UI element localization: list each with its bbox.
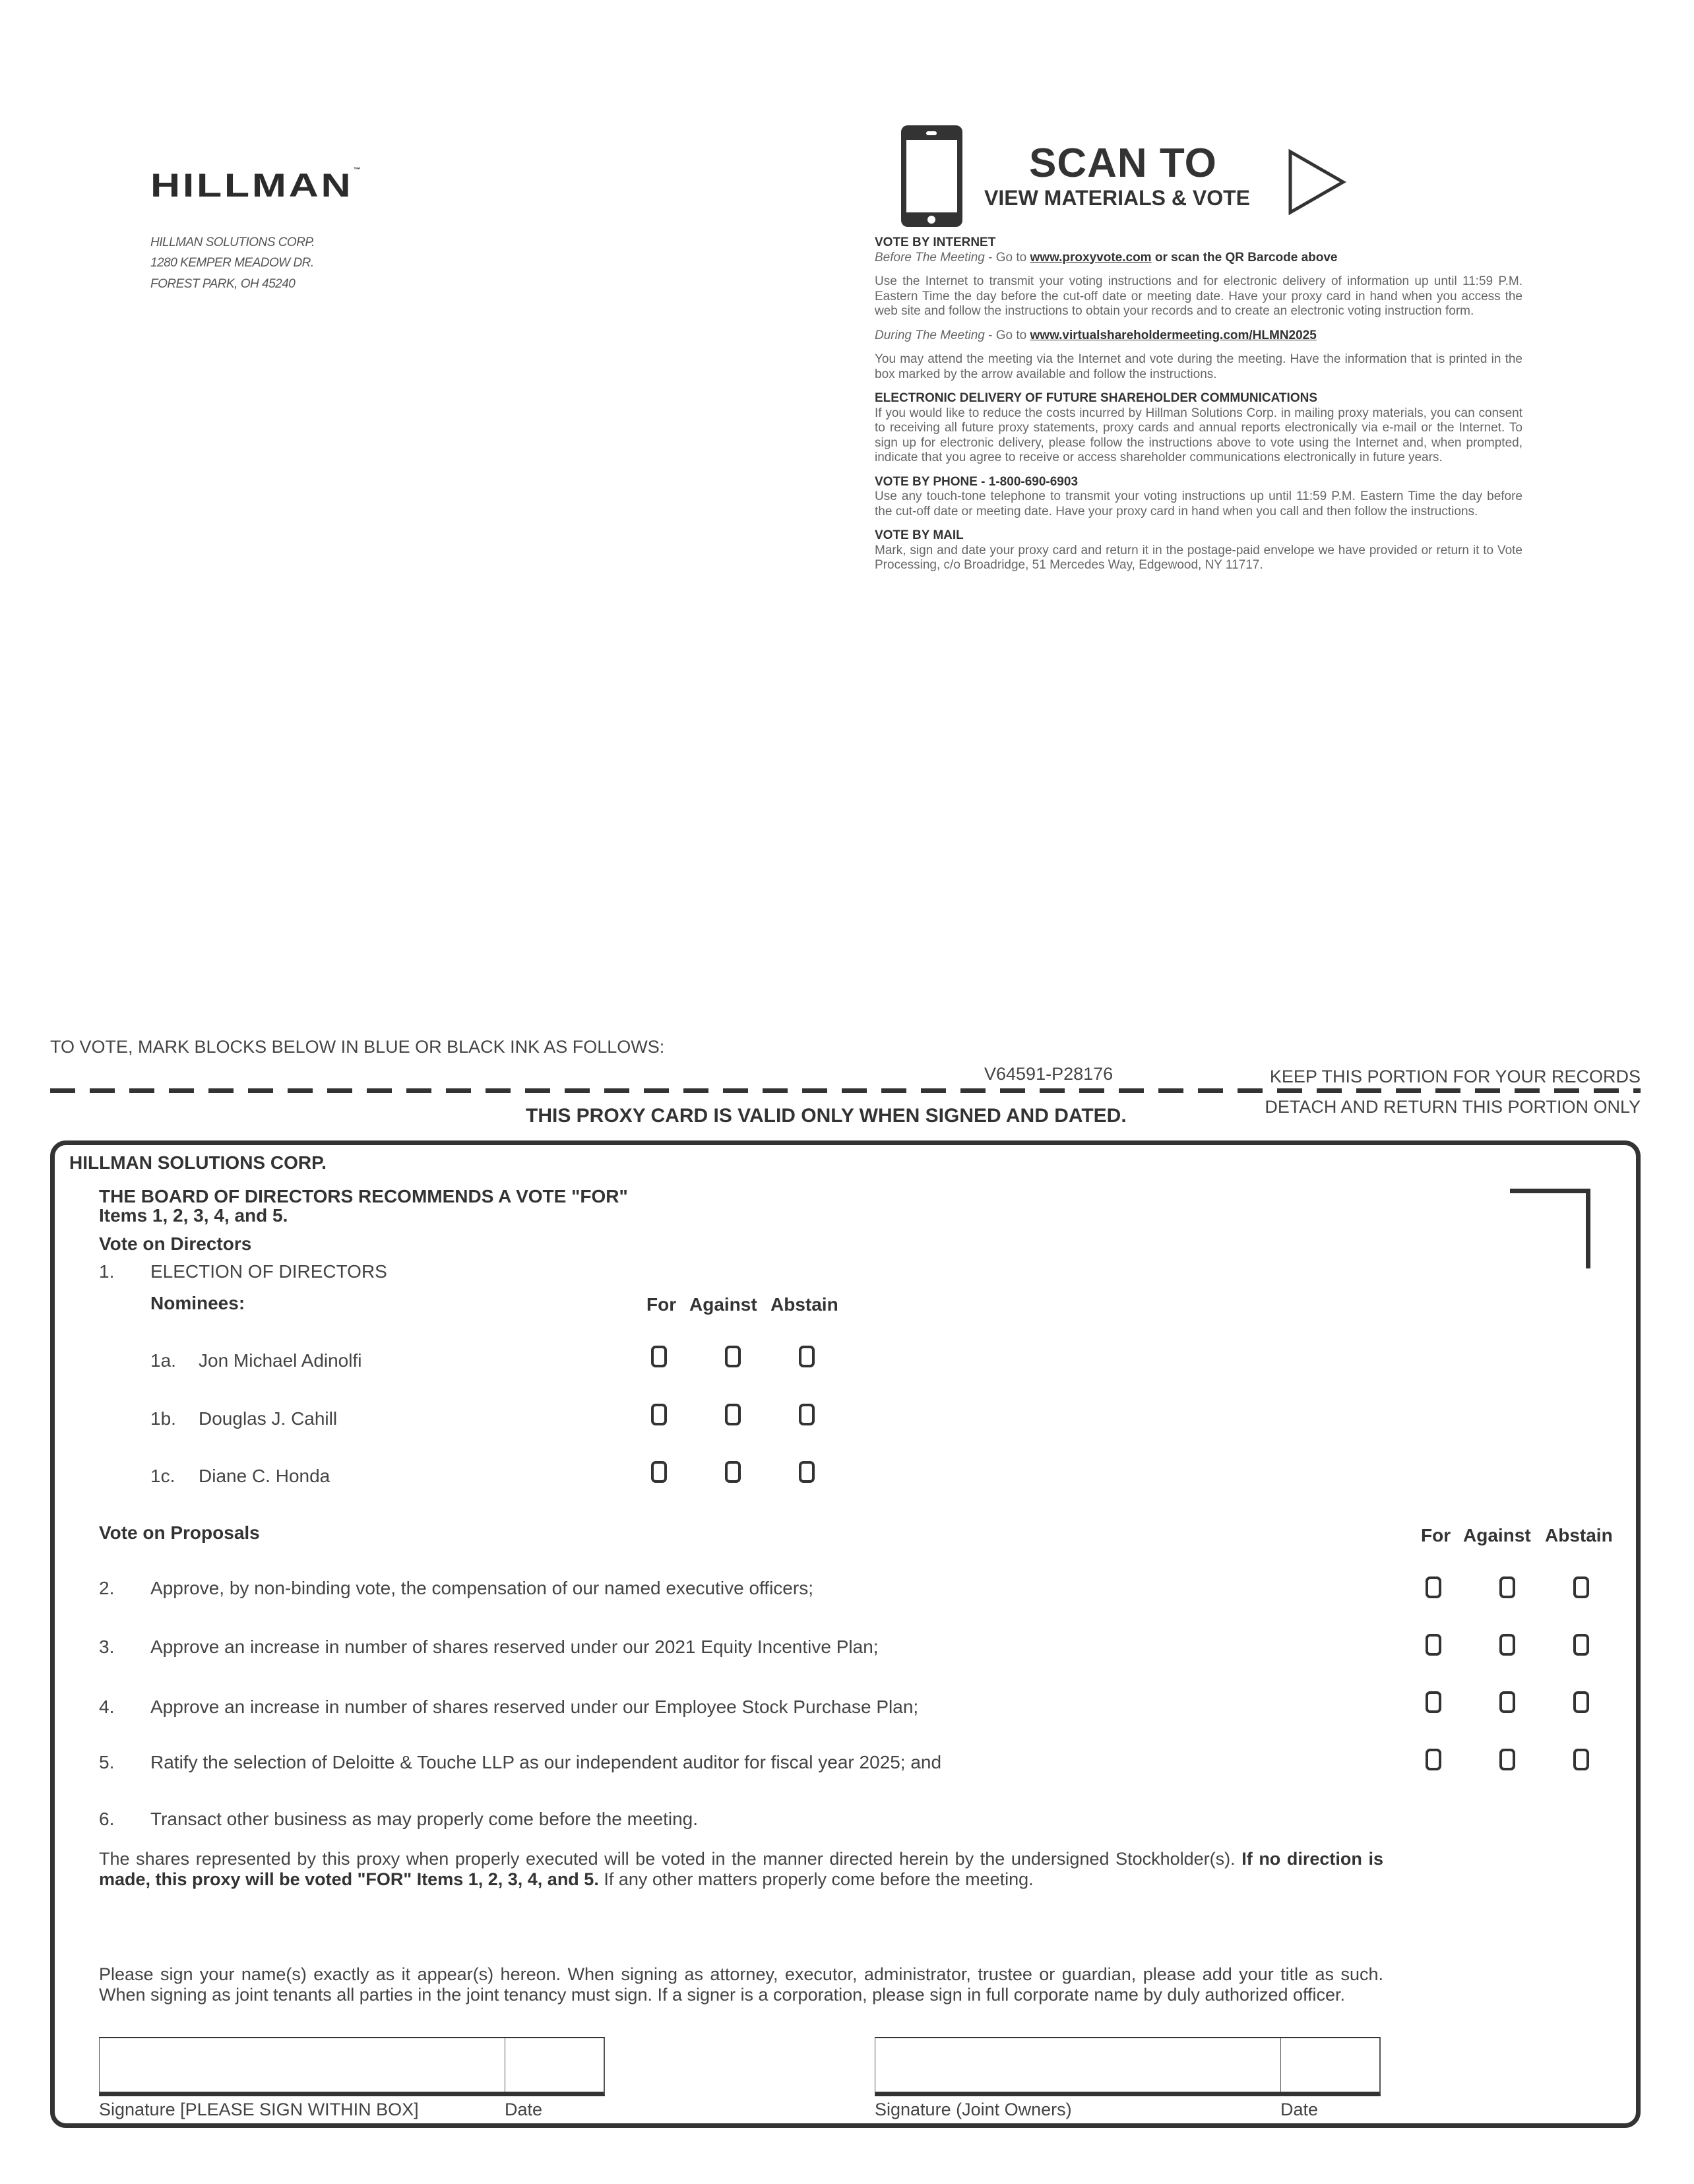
checkbox-against[interactable] <box>1499 1634 1515 1656</box>
joint-signature-label: Signature (Joint Owners) <box>875 2100 1072 2119</box>
checkbox-for[interactable] <box>651 1346 667 1367</box>
proposal-text: Approve an increase in number of shares reserved under our 2021 Equity Incentive Plan; <box>150 1637 879 1657</box>
arrow-right-icon <box>1288 149 1347 215</box>
checkbox-for[interactable] <box>651 1461 667 1483</box>
checkbox-abstain[interactable] <box>1573 1576 1589 1598</box>
proposal-text: Approve an increase in number of shares reserved under our Employee Stock Purchase Plan; <box>150 1697 919 1717</box>
shares-text-end: If any other matters properly come before the meeting. <box>598 1869 1034 1889</box>
address-line: FOREST PARK, OH 45240 <box>150 277 296 291</box>
signature-label: Signature [PLEASE SIGN WITHIN BOX] <box>99 2100 419 2119</box>
perforation-line <box>50 1088 1641 1093</box>
joint-signature-box[interactable] <box>875 2037 1381 2096</box>
proposal-number: 4. <box>99 1697 115 1717</box>
company-name: HILLMAN SOLUTIONS CORP. <box>69 1152 327 1173</box>
internet-heading: VOTE BY INTERNET <box>875 235 996 249</box>
trademark: ™ <box>353 166 361 173</box>
keep-portion-label: KEEP THIS PORTION FOR YOUR RECORDS <box>1269 1067 1641 1086</box>
proposal-number: 3. <box>99 1637 115 1657</box>
address-line: HILLMAN SOLUTIONS CORP. <box>150 235 315 249</box>
checkbox-for[interactable] <box>1426 1691 1441 1713</box>
goto-text: - Go to <box>984 328 1030 342</box>
voting-instructions <box>875 235 1522 582</box>
checkbox-abstain[interactable] <box>799 1461 815 1483</box>
date-label: Date <box>1280 2100 1319 2119</box>
shares-text: The shares represented by this proxy when properly executed will be voted in the manner directed herein by the undersigned Stockholder(s). <box>99 1849 1242 1869</box>
checkbox-against[interactable] <box>1499 1749 1515 1770</box>
before-label: Before The Meeting <box>875 250 985 265</box>
shares-text-bold: If no direction is made, this proxy will be voted "FOR" Items 1, 2, 3, 4, and 5. <box>99 1849 1384 1889</box>
checkbox-for[interactable] <box>1426 1634 1441 1656</box>
phone-body: Use any touch-tone telephone to transmit your voting instructions up until 11:59 P.M. Eastern Time the day before the cut-off date or meeting date. Have your proxy card in hand when you call and then follow the instructions. <box>875 489 1522 518</box>
internet-body: Use the Internet to transmit your voting instructions and for electronic delivery of information up until 11:59 P.M. Eastern Time the day before the cut-off date or meeting date. Have your proxy card in hand when you access the web site and follow the instructions to obtain your records and to create an electronic voting instruction form. <box>875 274 1522 318</box>
hillman-logo <box>150 166 361 204</box>
nominee-number: 1b. <box>150 1408 176 1429</box>
checkbox-for[interactable] <box>1426 1749 1441 1770</box>
goto-text: - Go to <box>984 250 1030 265</box>
proposals-heading: Vote on Proposals <box>99 1522 260 1543</box>
mail-heading: VOTE BY MAIL <box>875 528 964 542</box>
checkbox-against[interactable] <box>725 1346 741 1367</box>
signature-box[interactable] <box>99 2037 605 2096</box>
board-recommendation-items: Items 1, 2, 3, 4, and 5. <box>99 1205 288 1226</box>
mark-instruction: TO VOTE, MARK BLOCKS BELOW IN BLUE OR BLACK INK AS FOLLOWS: <box>50 1037 665 1057</box>
nominees-label: Nominees: <box>150 1293 245 1313</box>
column-abstain: Abstain <box>770 1294 838 1315</box>
logo-text: HILLMAN <box>150 167 354 204</box>
edelivery-body: If you would like to reduce the costs incurred by Hillman Solutions Corp. in mailing proxy materials, you can consent to receiving all future proxy statements, proxy cards and annual reports electronically via e-mail or the Internet. To sign up for electronic delivery, please follow the instructions above to vote using the Internet and, when prompted, indicate that you agree to receive or access shareholder communications electronically in future years. <box>875 406 1522 464</box>
checkbox-abstain[interactable] <box>799 1346 815 1367</box>
checkbox-against[interactable] <box>725 1404 741 1425</box>
nominee-number: 1c. <box>150 1466 175 1486</box>
shares-statement <box>99 1849 1383 1890</box>
item-number: 1. <box>99 1261 115 1282</box>
checkbox-abstain[interactable] <box>799 1404 815 1425</box>
qr-text: or scan the QR Barcode above <box>1151 250 1338 265</box>
proposal-text: Approve, by non-binding vote, the compensation of our named executive officers; <box>150 1578 813 1598</box>
checkbox-against[interactable] <box>725 1461 741 1483</box>
proposal-number: 2. <box>99 1578 115 1598</box>
address-line: 1280 KEMPER MEADOW DR. <box>150 256 314 270</box>
nominee-name: Diane C. Honda <box>199 1466 330 1486</box>
checkbox-against[interactable] <box>1499 1691 1515 1713</box>
during-body: You may attend the meeting via the Internet and vote during the meeting. Have the information that is printed in the box marked by the arrow available and follow the instructions. <box>875 352 1522 381</box>
proposal-number: 5. <box>99 1752 115 1772</box>
control-code: V64591-P28176 <box>984 1064 1114 1084</box>
column-for: For <box>1421 1525 1451 1545</box>
edelivery-heading: ELECTRONIC DELIVERY OF FUTURE SHAREHOLDER COMMUNICATIONS <box>875 391 1317 405</box>
corner-mark <box>1510 1189 1590 1268</box>
column-against: Against <box>689 1294 757 1315</box>
signing-instructions: Please sign your name(s) exactly as it appear(s) hereon. When signing as attorney, executor, administrator, trustee or guardian, please add your title as such. When signing as joint tenants all parties in the joint tenancy must sign. If a signer is a corporation, please sign in full corporate name by duly authorized officer. <box>99 1964 1383 2005</box>
during-label: During The Meeting <box>875 328 985 342</box>
valid-notice: THIS PROXY CARD IS VALID ONLY WHEN SIGNED AND DATED. <box>526 1105 1127 1127</box>
checkbox-against[interactable] <box>1499 1576 1515 1598</box>
smartphone-icon <box>901 125 962 227</box>
proposal-text: Transact other business as may properly come before the meeting. <box>150 1809 699 1829</box>
date-label: Date <box>505 2100 543 2119</box>
nominee-name: Jon Michael Adinolfi <box>199 1350 362 1371</box>
mail-body: Mark, sign and date your proxy card and return it in the postage-paid envelope we have provided or return it to Vote Processing, c/o Broadridge, 51 Mercedes Way, Edgewood, NY 11717. <box>875 543 1522 572</box>
checkbox-abstain[interactable] <box>1573 1634 1589 1656</box>
item-label: ELECTION OF DIRECTORS <box>150 1261 387 1282</box>
virtual-meeting-link[interactable]: www.virtualshareholdermeeting.com/HLMN2025 <box>1030 328 1317 342</box>
checkbox-abstain[interactable] <box>1573 1691 1589 1713</box>
column-for: For <box>646 1294 677 1315</box>
return-portion-label: DETACH AND RETURN THIS PORTION ONLY <box>1265 1097 1641 1117</box>
proxyvote-link[interactable]: www.proxyvote.com <box>1030 250 1152 265</box>
nominee-name: Douglas J. Cahill <box>199 1408 338 1429</box>
column-against: Against <box>1463 1525 1531 1545</box>
proposal-number: 6. <box>99 1809 115 1829</box>
column-abstain: Abstain <box>1545 1525 1613 1545</box>
board-recommendation: THE BOARD OF DIRECTORS RECOMMENDS A VOTE "FOR" <box>99 1186 628 1206</box>
scan-subtitle: VIEW MATERIALS & VOTE <box>984 186 1250 210</box>
scan-title: SCAN TO <box>1029 140 1217 186</box>
directors-heading: Vote on Directors <box>99 1233 252 1254</box>
checkbox-abstain[interactable] <box>1573 1749 1589 1770</box>
checkbox-for[interactable] <box>651 1404 667 1425</box>
checkbox-for[interactable] <box>1426 1576 1441 1598</box>
phone-heading: VOTE BY PHONE - 1-800-690-6903 <box>875 474 1079 489</box>
nominee-number: 1a. <box>150 1350 176 1371</box>
proposal-text: Ratify the selection of Deloitte & Touche LLP as our independent auditor for fiscal year 2025; and <box>150 1752 942 1772</box>
